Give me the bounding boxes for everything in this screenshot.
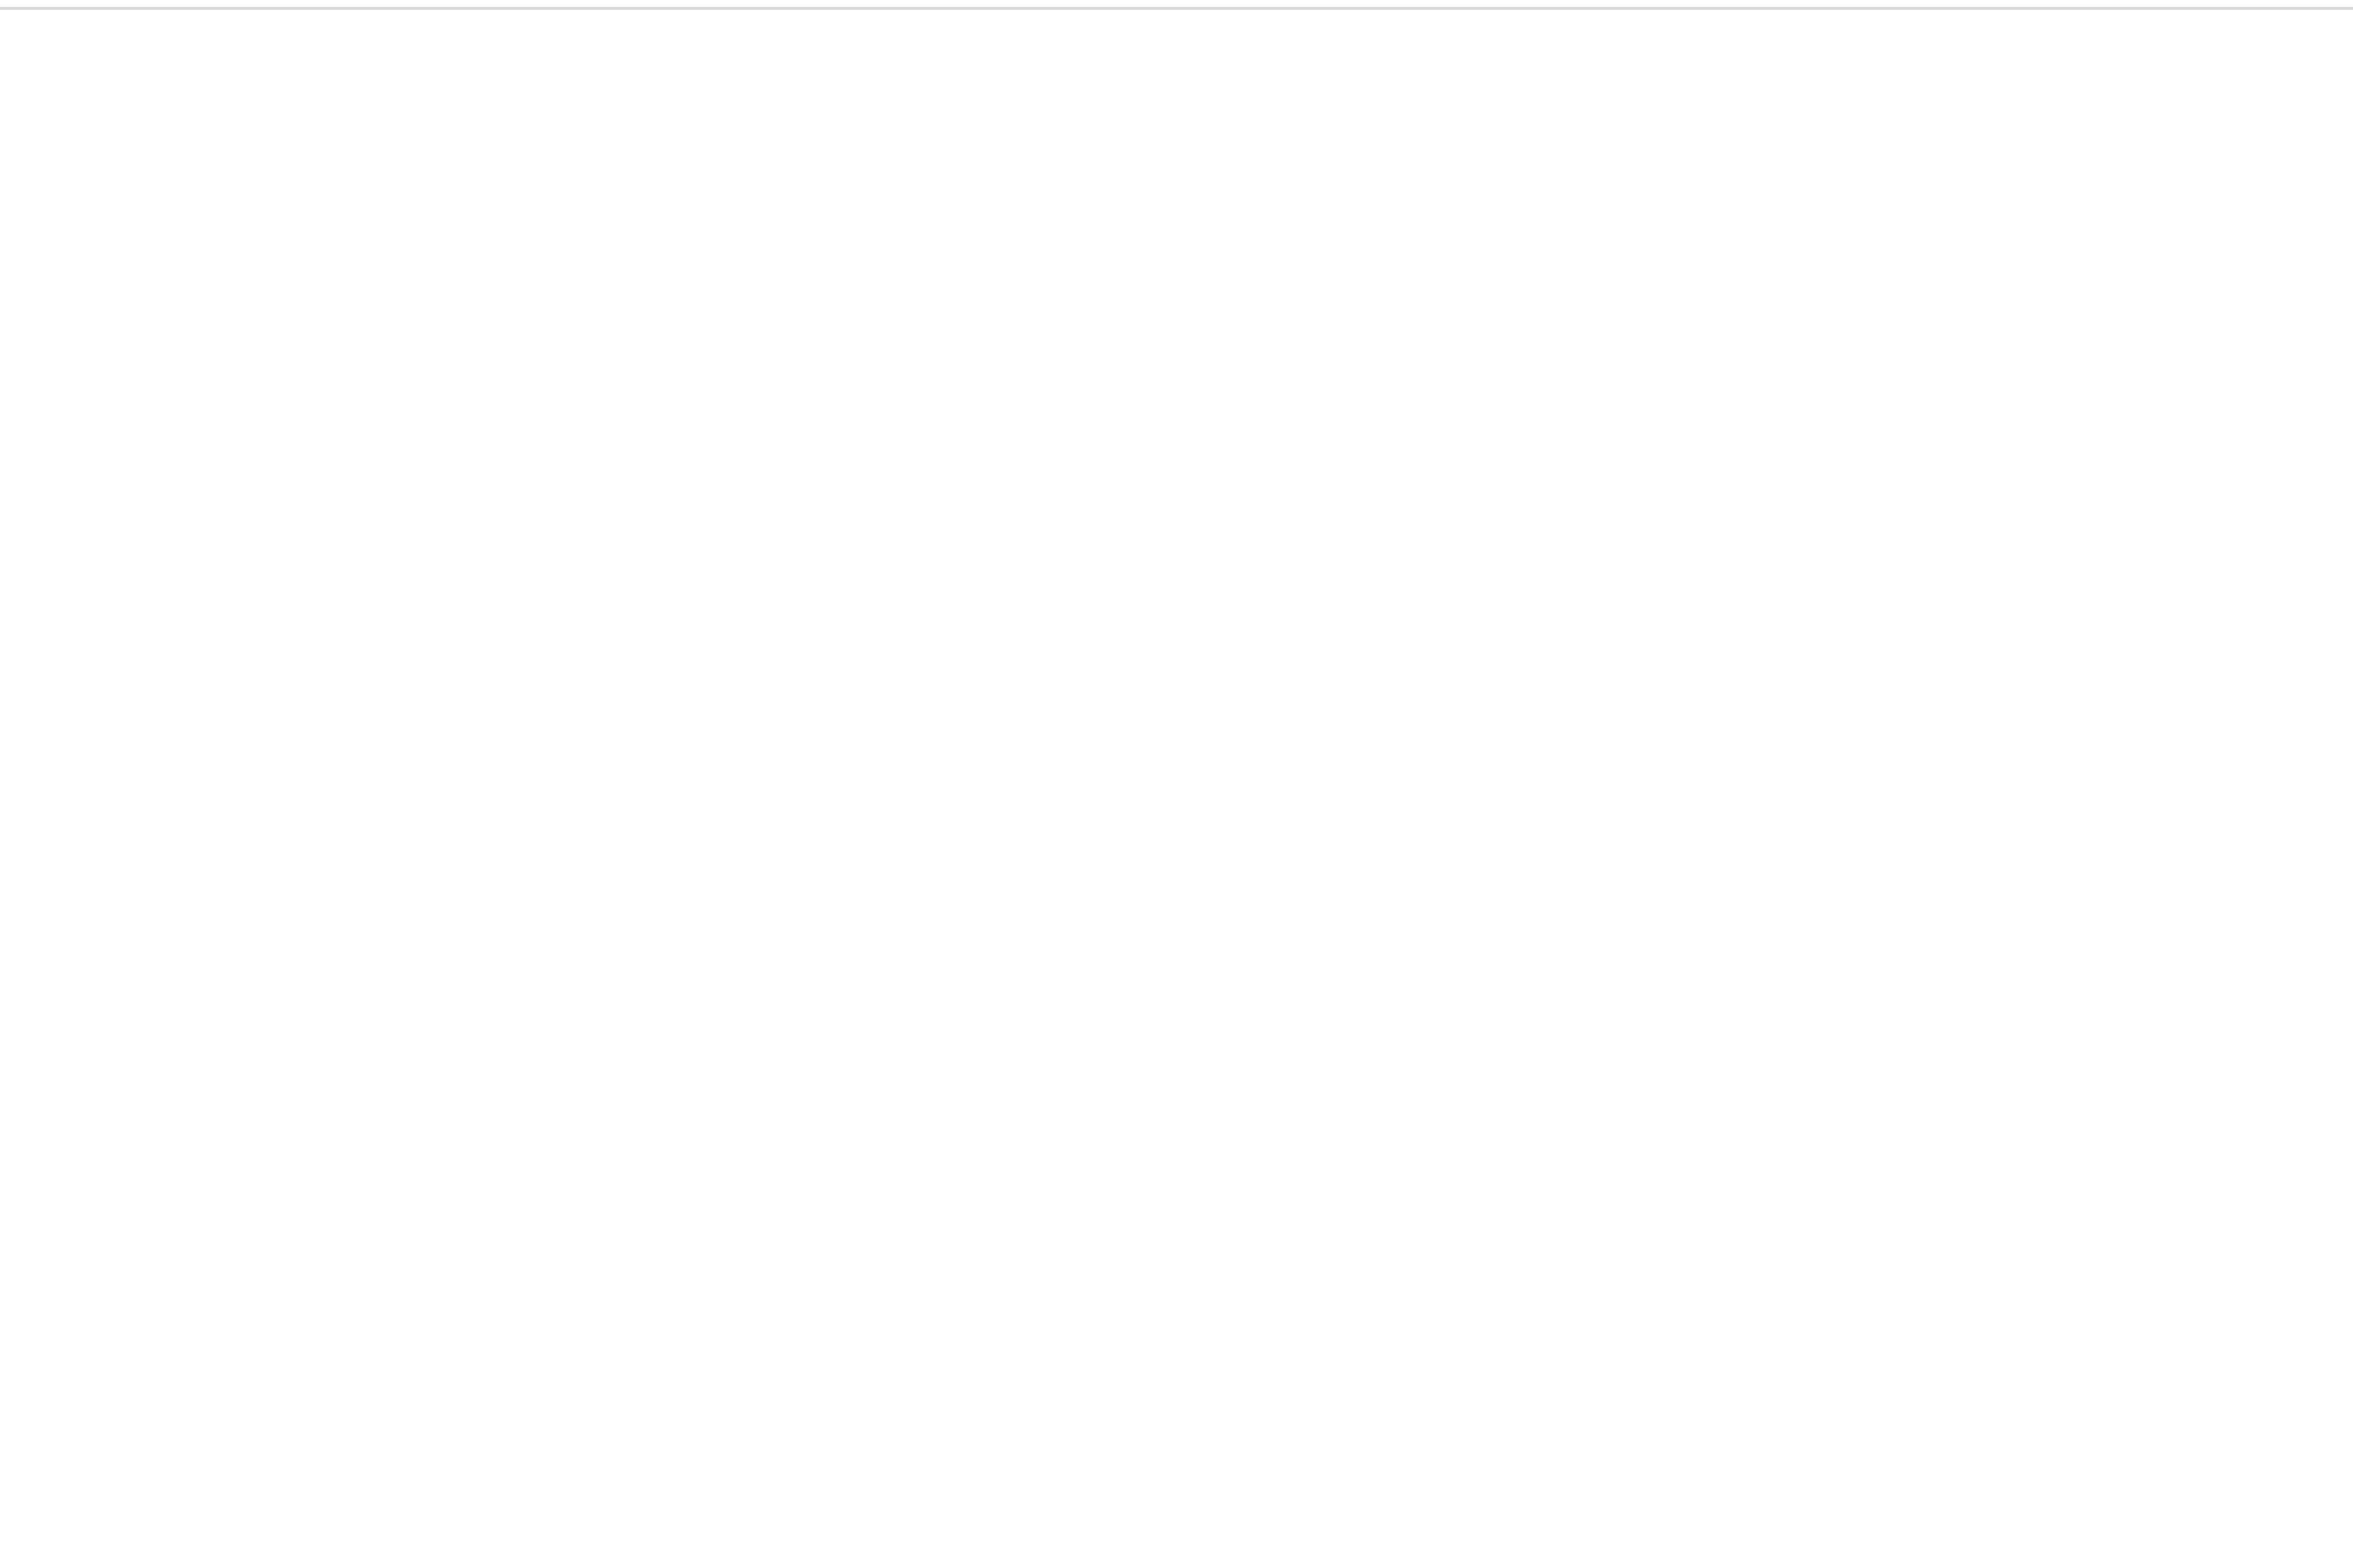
bottom-ornament (1219, 1472, 2266, 1511)
dancing-conscripts-illustration-top (1622, 59, 2262, 462)
dancing-conscripts-illustration-bottom (20, 1175, 1062, 1568)
title-ornament (211, 246, 497, 280)
top-border-line (0, 7, 2353, 10)
